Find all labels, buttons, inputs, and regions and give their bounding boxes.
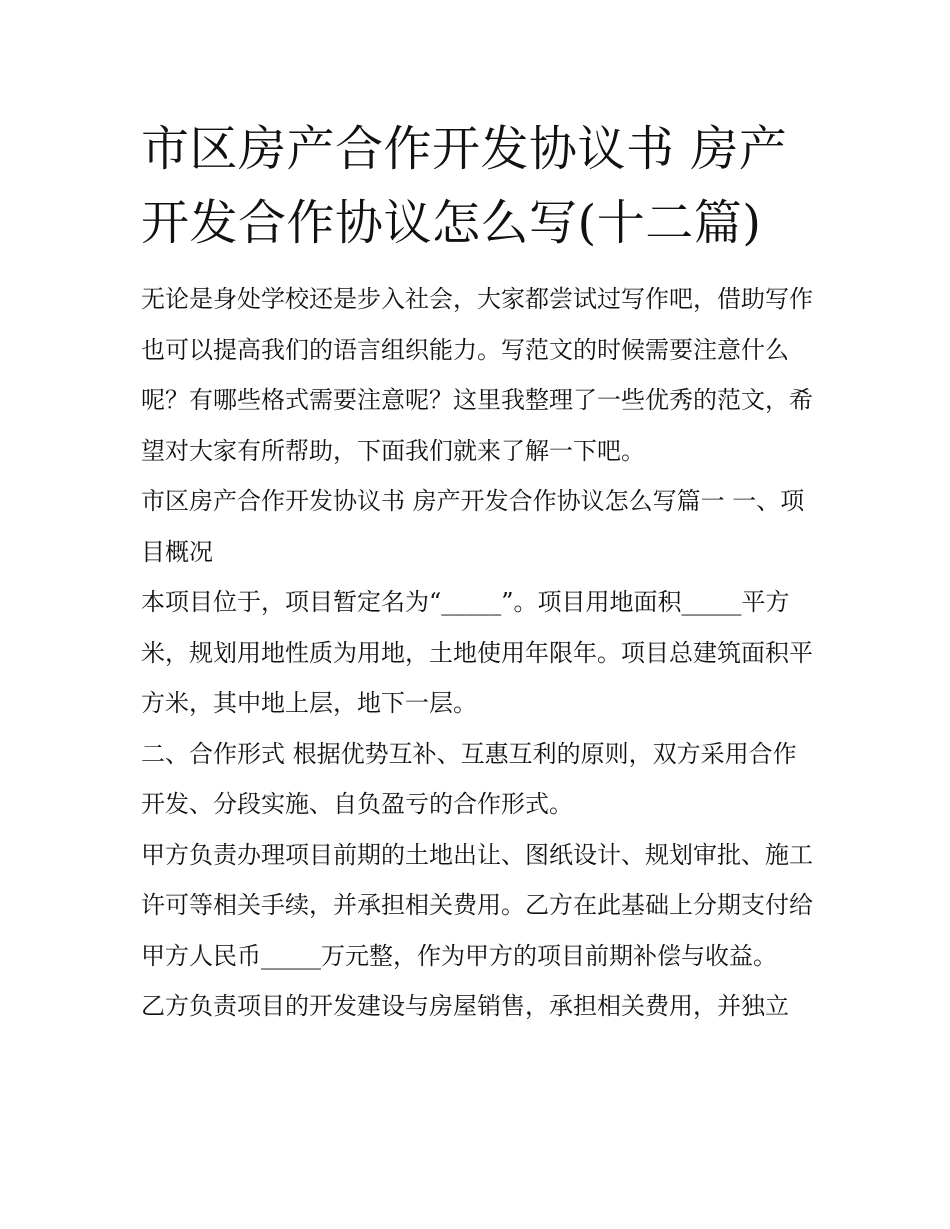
paragraph-party-a-duties: 甲方负责办理项目前期的土地出让、图纸设计、规划审批、施工许可等相关手续，并承担相关费用。乙方在此基础上分期支付给甲方人民币_____万元整，作为甲方的项目前期补偿与收益。 — [141, 840, 813, 970]
paragraph-party-b-duties: 乙方负责项目的开发建设与房屋销售，承担相关费用，并独立 — [141, 992, 789, 1020]
paragraph-intro: 无论是身处学校还是步入社会，大家都尝试过写作吧，借助写作也可以提高我们的语言组织能力。写范文的时候需要注意什么呢？有哪些格式需要注意呢？这里我整理了一些优秀的范文，希望对大家有所帮助，下面我们就来了解一下吧。 — [141, 285, 813, 465]
paragraph-section-heading: 市区房产合作开发协议书 房产开发合作协议怎么写篇一 一、项目概况 — [141, 487, 805, 566]
document-body — [141, 112, 813, 1032]
paragraph-cooperation-form: 二、合作形式 根据优势互补、互惠互利的原则，双方采用合作开发、分段实施、自负盈亏的合作形式。 — [141, 739, 797, 818]
document-title: 市区房产合作开发协议书 房产开发合作协议怎么写(十二篇) — [141, 121, 788, 251]
paragraph-project-location: 本项目位于，项目暂定名为“_____”。项目用地面积_____平方米，规划用地性质为用地，土地使用年限年。项目总建筑面积平方米，其中地上层，地下一层。 — [141, 588, 813, 717]
